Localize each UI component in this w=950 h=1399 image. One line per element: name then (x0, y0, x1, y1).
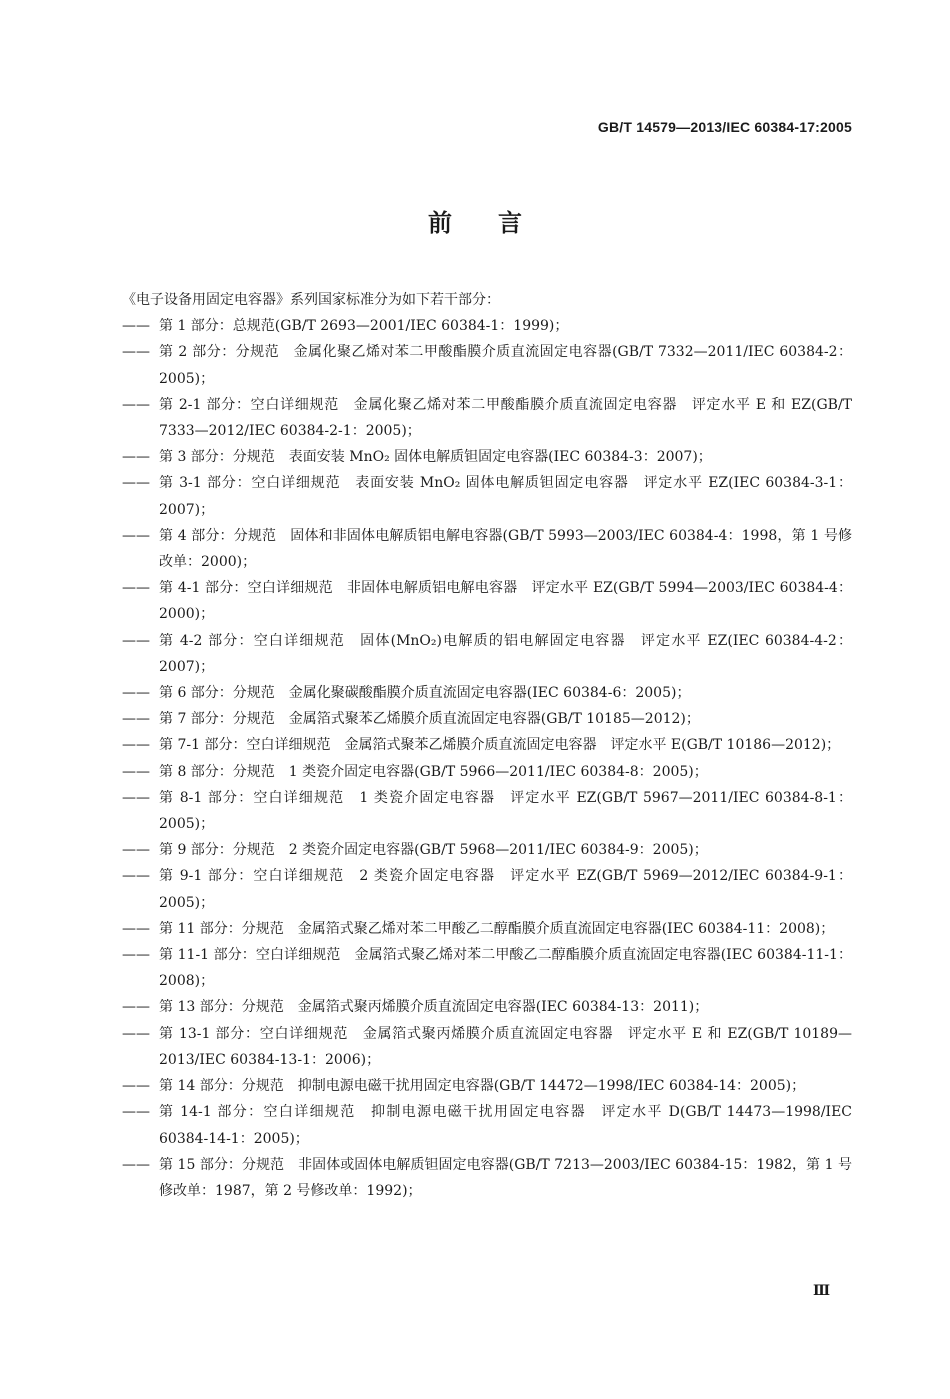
list-item (122, 470, 852, 522)
dash-marker: —— (122, 685, 150, 702)
list-item (122, 942, 852, 994)
list-item (122, 628, 852, 680)
list-item (122, 785, 852, 837)
dash-marker: —— (122, 947, 150, 964)
list-item (122, 706, 852, 732)
list-item-text: 第 9 部分：分规范 2 类瓷介固定电容器(GB/T 5968—2011/IEC 60384-9：2005)； (159, 842, 708, 859)
standard-code: GB/T 14579—2013/IEC 60384-17:2005 (597, 119, 852, 135)
list-item-text: 第 14 部分：分规范 抑制电源电磁干扰用固定电容器(GB/T 14472—1998/IEC 60384-14：2005)； (159, 1078, 806, 1095)
list-item-text: 第 11-1 部分：空白详细规范 金属箔式聚乙烯对苯二甲酸乙二醇酯膜介质直流固定电容器(IEC 60384-11-1：2008)； (159, 947, 852, 990)
list-item-text: 第 2-1 部分：空白详细规范 金属化聚乙烯对苯二甲酸酯膜介质直流固定电容器 评定水平 E 和 EZ(GB/T 7333—2012/IEC 60384-2-1：2005)； (159, 396, 852, 440)
dash-marker: —— (122, 632, 150, 649)
list-item-text: 第 9-1 部分：空白详细规范 2 类瓷介固定电容器 评定水平 EZ(GB/T 5969—2012/IEC 60384-9-1：2005)； (159, 868, 852, 911)
list-item-text: 第 11 部分：分规范 金属箔式聚乙烯对苯二甲酸乙二醇酯膜介质直流固定电容器(IEC 60384-11：2008)； (159, 920, 835, 937)
list-item-text: 第 4 部分：分规范 固体和非固体电解质铝电解电容器(GB/T 5993—2003/IEC 60384-4：1998，第 1 号修改单：2000)； (159, 527, 852, 571)
dash-marker: —— (122, 737, 150, 754)
dash-marker: —— (122, 868, 150, 885)
list-item-text: 第 2 部分：分规范 金属化聚乙烯对苯二甲酸酯膜介质直流固定电容器(GB/T 7332—2011/IEC 60384-2：2005)； (159, 344, 852, 387)
dash-marker: —— (122, 318, 150, 335)
list-item (122, 837, 852, 863)
list-item (122, 863, 852, 915)
list-item-text: 第 8-1 部分：空白详细规范 1 类瓷介固定电容器 评定水平 EZ(GB/T 5967—2011/IEC 60384-8-1：2005)； (159, 789, 852, 833)
document-body (122, 287, 852, 1204)
list-item (122, 994, 852, 1020)
list-item (122, 1152, 852, 1204)
list-item-text: 第 4-2 部分：空白详细规范 固体(MnO₂)电解质的铝电解固定电容器 评定水平 EZ(IEC 60384-4-2：2007)； (159, 632, 852, 675)
list-item (122, 1021, 852, 1073)
dash-marker: —— (122, 396, 150, 413)
list-item (122, 680, 852, 706)
list-item (122, 313, 852, 339)
list-item (122, 1099, 852, 1151)
dash-marker: —— (122, 920, 150, 937)
dash-marker: —— (122, 475, 150, 492)
dash-marker: —— (122, 1025, 150, 1042)
list-item-text: 第 6 部分：分规范 金属化聚碳酸酯膜介质直流固定电容器(IEC 60384-6：2005)； (159, 685, 691, 702)
list-item-text: 第 1 部分：总规范(GB/T 2693—2001/IEC 60384-1：1999)； (159, 318, 569, 335)
intro-paragraph: 《电子设备用固定电容器》系列国家标准分为如下若干部分： (122, 292, 500, 308)
page-number: Ⅲ (812, 1283, 830, 1299)
dash-marker: —— (122, 789, 150, 806)
list-item-text: 第 3 部分：分规范 表面安装 MnO₂ 固体电解质钽固定电容器(IEC 60384-3：2007)； (159, 449, 712, 466)
dash-marker: —— (122, 1104, 150, 1121)
list-item-text: 第 13-1 部分：空白详细规范 金属箔式聚丙烯膜介质直流固定电容器 评定水平 E 和 EZ(GB/T 10189—2013/IEC 60384-13-1：2006)； (159, 1025, 852, 1068)
list-item (122, 916, 852, 942)
dash-marker: —— (122, 1078, 150, 1095)
list-item (122, 732, 852, 758)
list-item (122, 575, 852, 627)
list-item (122, 444, 852, 470)
list-item-text: 第 14-1 部分：空白详细规范 抑制电源电磁干扰用固定电容器 评定水平 D(GB/T 14473—1998/IEC 60384-14-1：2005)； (159, 1104, 852, 1147)
dash-marker: —— (122, 449, 150, 466)
list-item-text: 第 8 部分：分规范 1 类瓷介固定电容器(GB/T 5966—2011/IEC 60384-8：2005)； (159, 763, 708, 780)
parts-list (122, 313, 852, 1204)
list-item (122, 759, 852, 785)
list-item (122, 1073, 852, 1099)
list-item (122, 339, 852, 391)
dash-marker: —— (122, 580, 150, 597)
dash-marker: —— (122, 1156, 150, 1173)
dash-marker: —— (122, 711, 150, 728)
list-item-text: 第 15 部分：分规范 非固体或固体电解质钽固定电容器(GB/T 7213—2003/IEC 60384-15：1982，第 1 号修改单：1987，第 2 号修改单：1992)； (159, 1156, 852, 1199)
list-item-text: 第 7-1 部分：空白详细规范 金属箔式聚苯乙烯膜介质直流固定电容器 评定水平 E(GB/T 10186—2012)； (159, 737, 841, 754)
list-item-text: 第 13 部分：分规范 金属箔式聚丙烯膜介质直流固定电容器(IEC 60384-13：2011)； (159, 999, 709, 1016)
list-item (122, 392, 852, 444)
dash-marker: —— (122, 527, 150, 544)
list-item-text: 第 4-1 部分：空白详细规范 非固体电解质铝电解电容器 评定水平 EZ(GB/T 5994—2003/IEC 60384-4：2000)； (159, 580, 852, 623)
page-title: 前言 (428, 209, 568, 237)
dash-marker: —— (122, 842, 150, 859)
list-item-text: 第 7 部分：分规范 金属箔式聚苯乙烯膜介质直流固定电容器(GB/T 10185—2012)； (159, 711, 700, 728)
dash-marker: —— (122, 344, 150, 361)
dash-marker: —— (122, 763, 150, 780)
dash-marker: —— (122, 999, 150, 1016)
list-item (122, 523, 852, 575)
list-item-text: 第 3-1 部分：空白详细规范 表面安装 MnO₂ 固体电解质钽固定电容器 评定水平 EZ(IEC 60384-3-1：2007)； (159, 475, 852, 518)
